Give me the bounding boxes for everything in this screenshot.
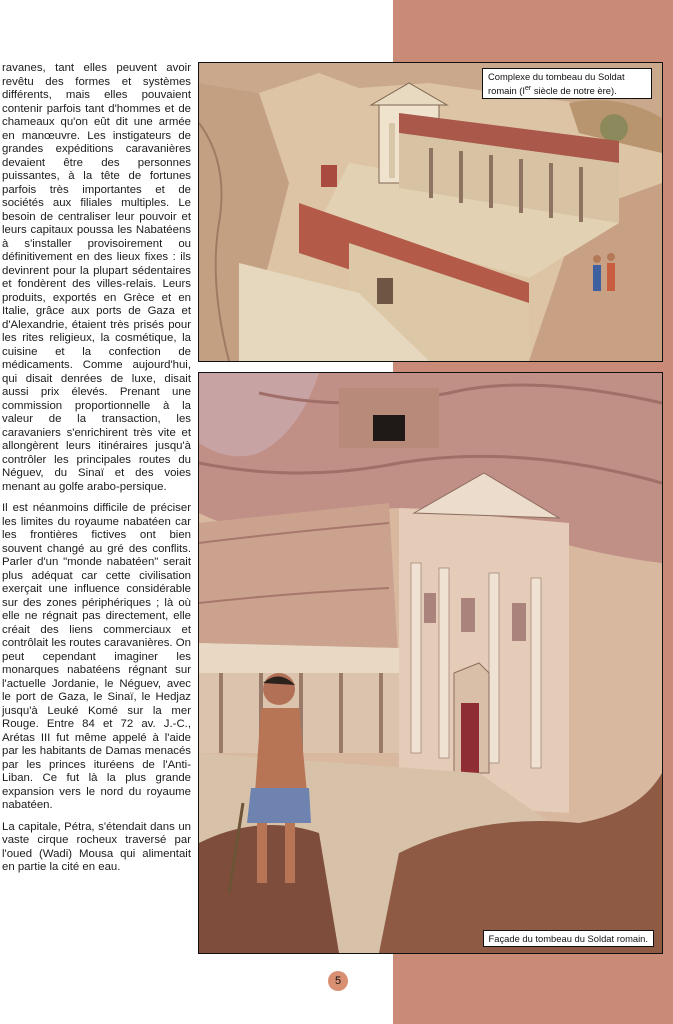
tomb-complex-drawing (199, 63, 662, 361)
caption-text: Complexe du tombeau du Soldat romain (I (488, 71, 625, 96)
tomb-facade-drawing (199, 373, 662, 953)
article-paragraph: Il est néanmoins difficile de préciser les limites du royaume nabatéen car les frontières fictives ont bien souvent changé au gré des conflits. Parler d'un "monde nabatéen" serait plus adéquat car cette civilisation exerçait une influence considérable sur des zones périphériques ; là où elle ne régnait pas directement, elle créait des liens commerciaux et contrôlait les routes caravanières. On peut cependant imaginer les monarques nabatéens régnant sur l'actuelle Jordanie, le Néguev, avec le port de Gaza, le Sinaï, le Hedjaz jusqu'à Leuké Komé sur la mer Rouge. Entre 84 et 72 av. J.-C., Arétas III fut même appelé à l'aide par les habitants de Damas menacés par les princes ituréens de l'Anti-Liban. Ce fut là la plus grande expansion vers le nord du royaume nabatéen. (2, 502, 191, 811)
illustration-tomb-complex (198, 62, 663, 362)
page-number-badge: 5 (328, 971, 348, 991)
caption-tomb-complex (482, 68, 652, 99)
illustration-tomb-facade (198, 372, 663, 954)
article-text-column (2, 62, 191, 883)
caption-superscript: er (525, 84, 532, 92)
caption-tomb-facade: Façade du tombeau du Soldat romain. (483, 930, 654, 948)
article-paragraph: ravanes, tant elles peuvent avoir revêtu des formes et systèmes différents, mais elles pouvaient contenir parfois tant d'hommes et de chameaux qu'on eût dit une armée en manœuvre. Les instigateurs de grandes expéditions caravanières devaient être des personnes puissantes, à la tête de fortunes parfois très importantes et de sociétés aux filiales multiples. Le besoin de centraliser leur pouvoir et leurs capitaux poussa les Nabatéens à s'installer provisoirement ou définitivement en des lieux fixes : ils devinrent pour la plupart sédentaires et fondèrent des villes-relais. Leurs produits, exportés en Grèce et en Italie, grâce aux ports de Gaza et d'Alexandrie, étaient très prisés pour les rites religieux, la cosmétique, la cuisine et la confection de médicaments. Comme aujourd'hui, qui disait denrées de luxe, disait aussi prix élevés. Prenant une commission proportionnelle à la valeur de la transaction, les caravaniers s'enrichirent très vite et allongèrent leurs itinéraires jusqu'à contrôler les principales routes du Néguev, du Sinaï et des voies menant au golfe arabo-persique. (2, 62, 191, 493)
caption-text-end: siècle de notre ère). (531, 84, 617, 96)
article-paragraph: La capitale, Pétra, s'étendait dans un vaste cirque rocheux traversé par l'oued (Wadi) Mousa qui alimentait en partie la cité en eau. (2, 820, 191, 873)
